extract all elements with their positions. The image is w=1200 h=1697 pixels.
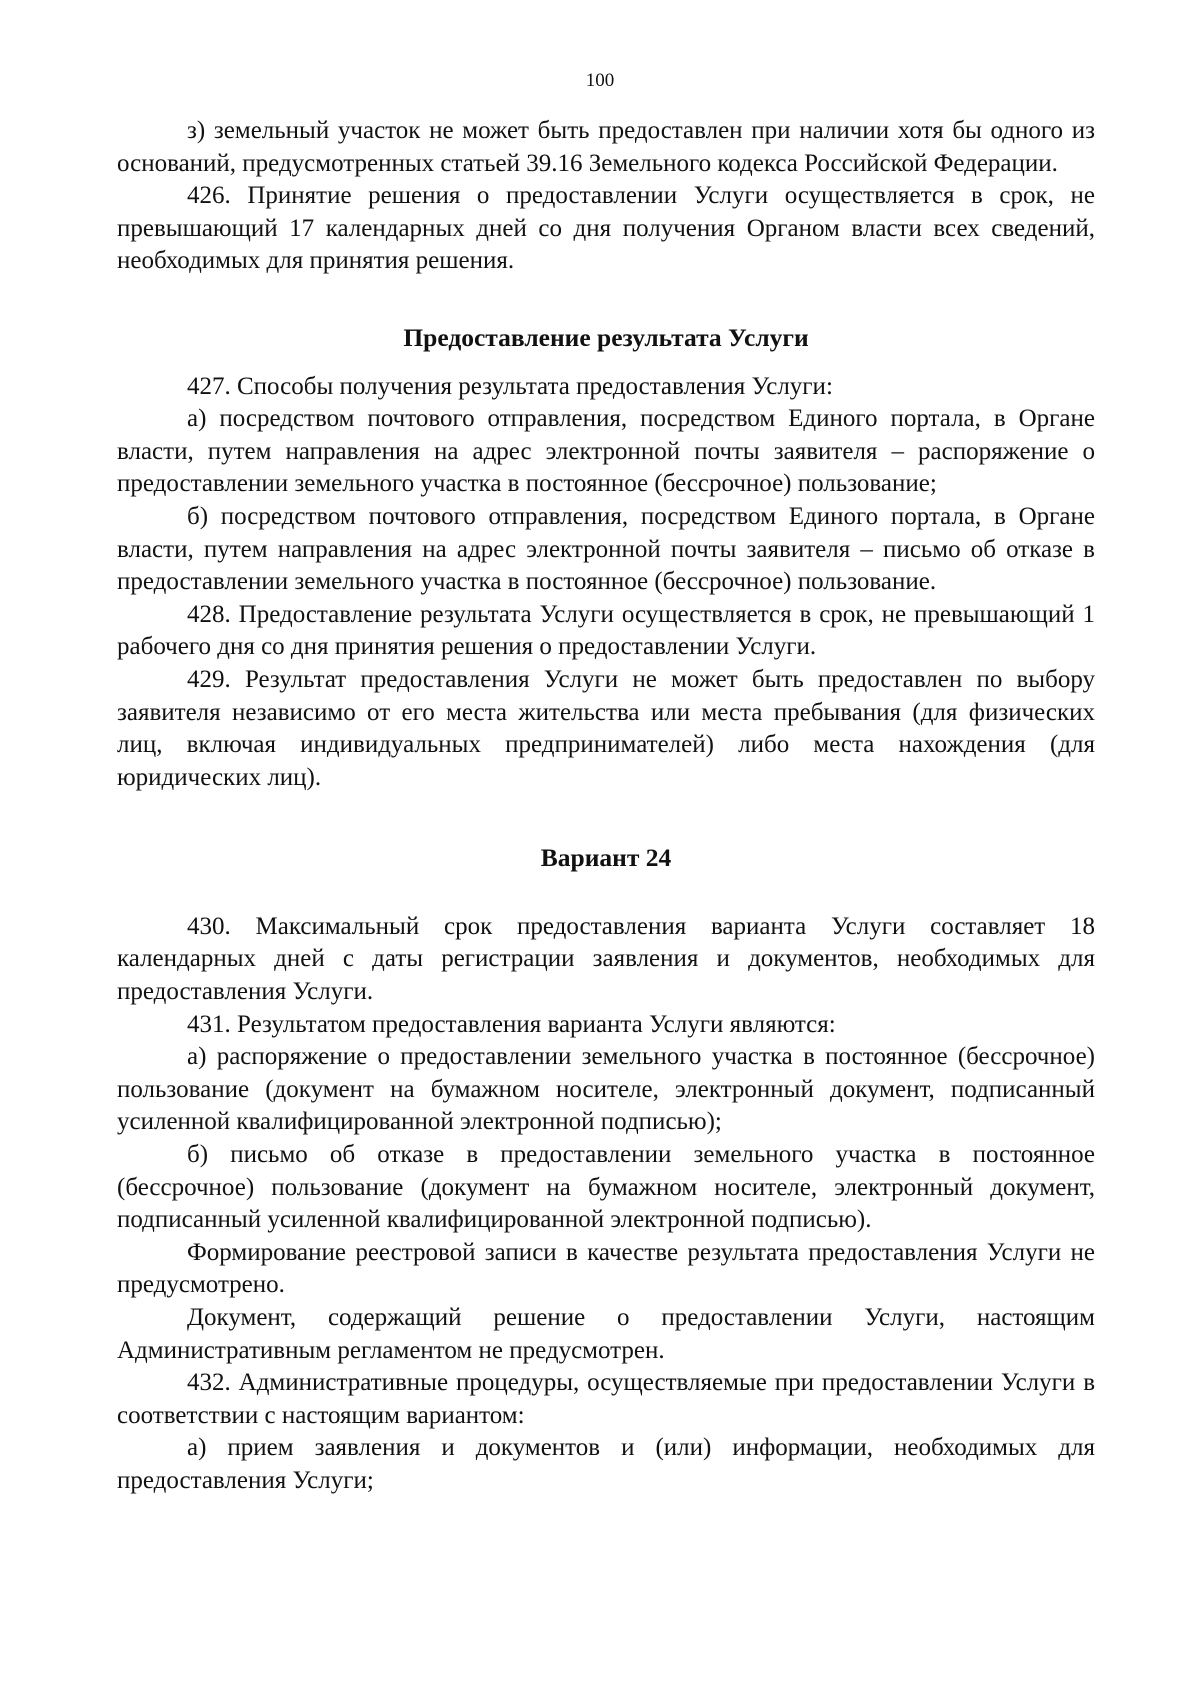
paragraph-429: 429. Результат предоставления Услуги не может быть предоставлен по выбору заявителя независимо от его места жительства или места пребывания (для физических лиц, включая индивидуальных предпринимателей) либо места нахождения (для юридических лиц). xyxy=(117,665,1095,791)
document-body xyxy=(117,115,1095,1498)
paragraph-427-a: а) посредством почтового отправления, посредством Единого портала, в Органе власти, путем направления на адрес электронной почты заявителя – распоряжение о предоставлении земельного участка в постоянное (бессрочное) пользование; xyxy=(117,405,1095,498)
paragraph-431-b: б) письмо об отказе в предоставлении земельного участка в постоянное (бессрочное) пользование (документ на бумажном носителе, электронный документ, подписанный усиленной квалифицированной электронной подписью). xyxy=(117,1141,1095,1234)
paragraph-432: 432. Административные процедуры, осуществляемые при предоставлении Услуги в соответствии с настоящим вариантом: xyxy=(117,1369,1095,1429)
paragraph-428: 428. Предоставление результата Услуги осуществляется в срок, не превышающий 1 рабочего дня со дня принятия решения о предоставлении Услуги. xyxy=(117,600,1095,661)
page-number: 100 xyxy=(585,70,615,91)
paragraph-item-z: з) земельный участок не может быть предоставлен при наличии хотя бы одного из оснований, предусмотренных статьей 39.16 Земельного кодекса Российской Федерации. xyxy=(117,117,1095,177)
paragraph-431-a: а) распоряжение о предоставлении земельного участка в постоянное (бессрочное) пользование (документ на бумажном носителе, электронный документ, подписанный усиленной квалифицированной электронной подписью); xyxy=(117,1043,1095,1136)
paragraph-431: 431. Результатом предоставления варианта Услуги являются: xyxy=(187,1010,836,1038)
paragraph-432-a: а) прием заявления и документов и (или) информации, необходимых для предоставления Услуги; xyxy=(117,1434,1095,1494)
paragraph-decision-document: Документ, содержащий решение о предоставлении Услуги, настоящим Административным регламентом не предусмотрен. xyxy=(117,1304,1095,1364)
paragraph-registry-record: Формирование реестровой записи в качестве результата предоставления Услуги не предусмотрено. xyxy=(117,1238,1095,1299)
paragraph-427: 427. Способы получения результата предоставления Услуги: xyxy=(187,372,833,400)
section-heading-variant: Вариант 24 xyxy=(540,843,672,873)
paragraph-426: 426. Принятие решения о предоставлении Услуги осуществляется в срок, не превышающий 17 календарных дней со дня получения Органом власти всех сведений, необходимых для принятия решения. xyxy=(117,182,1095,275)
paragraph-430: 430. Максимальный срок предоставления варианта Услуги составляет 18 календарных дней с даты регистрации заявления и документов, необходимых для предоставления Услуги. xyxy=(117,912,1095,1006)
paragraph-427-b: б) посредством почтового отправления, посредством Единого портала, в Органе власти, путем направления на адрес электронной почты заявителя – письмо об отказе в предоставлении земельного участка в постоянное (бессрочное) пользование. xyxy=(117,502,1095,596)
section-heading-result: Предоставление результата Услуги xyxy=(403,322,809,352)
